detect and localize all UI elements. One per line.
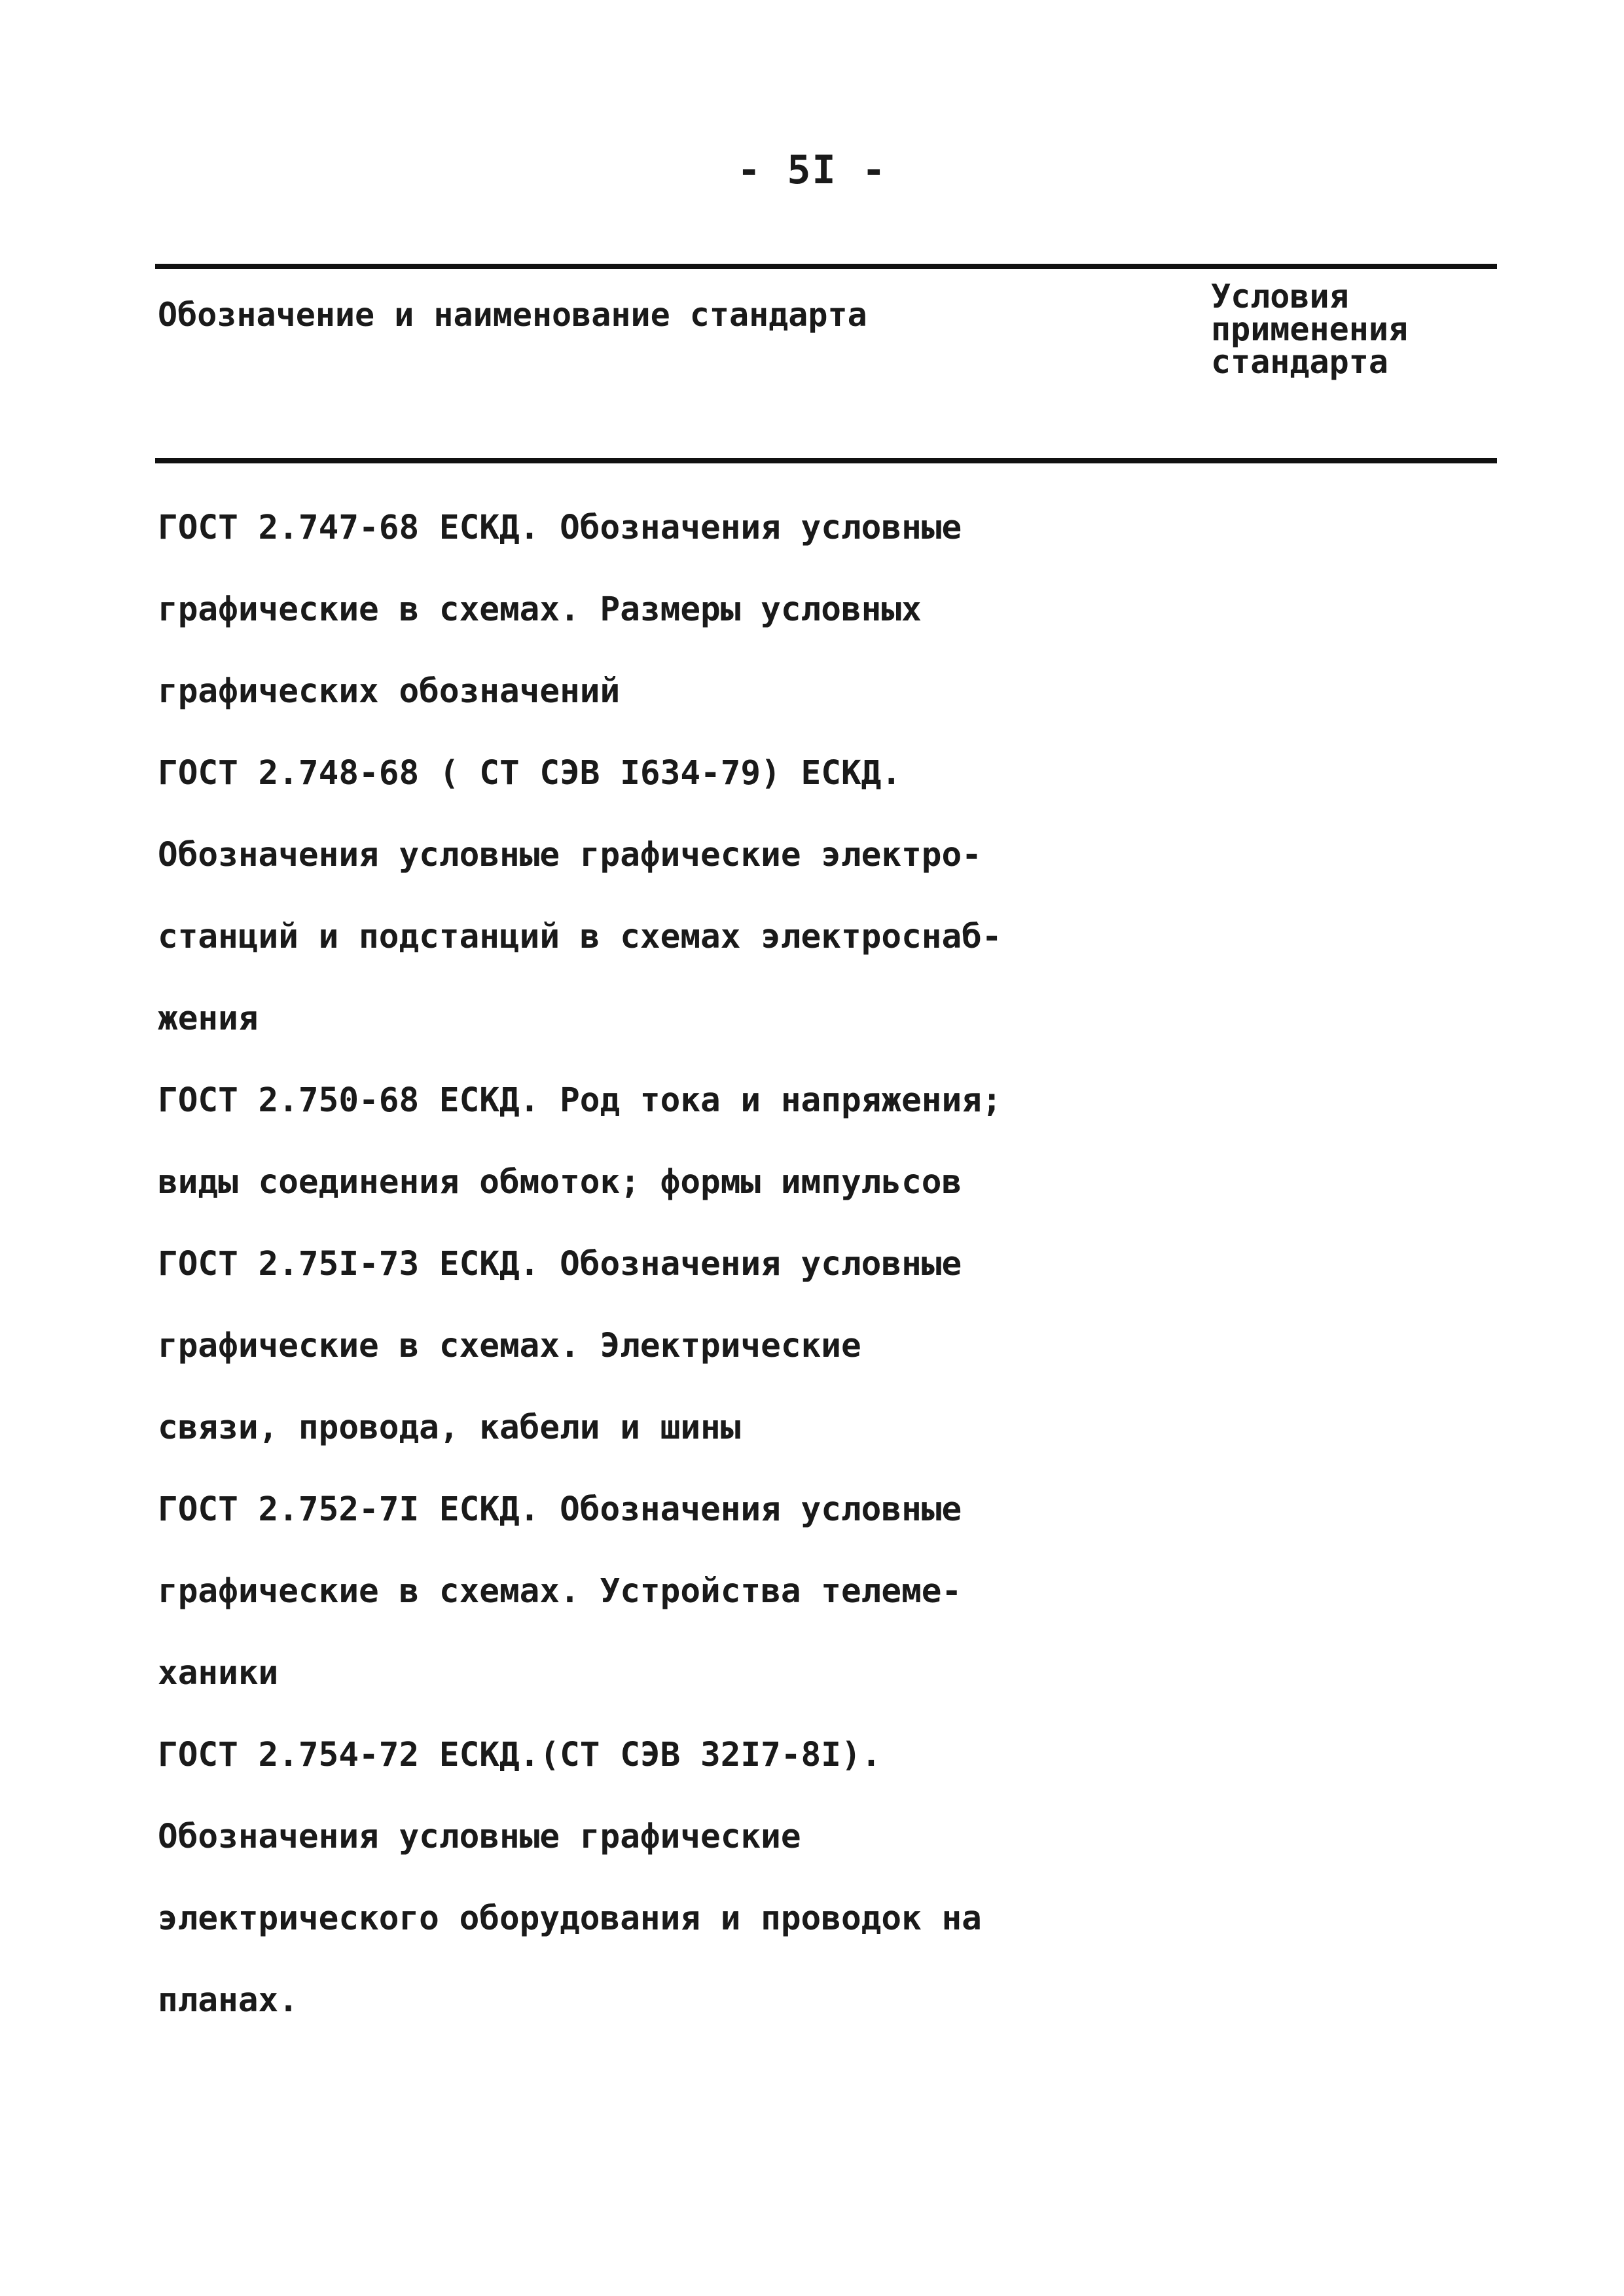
text-line: виды соединения обмоток; формы импульсов <box>158 1163 962 1202</box>
text-line: Обозначения условные графические <box>158 1818 801 1856</box>
text-line: графических обозначений <box>158 672 621 711</box>
column-header-conditions-line: применения <box>1211 310 1409 348</box>
text-line: графические в схемах. Устройства телеме- <box>158 1572 962 1611</box>
column-header-conditions-line: Условия <box>1211 278 1349 315</box>
text-line: ГОСТ 2.747-68 ЕСКД. Обозначения условные <box>158 509 962 547</box>
text-line: планах. <box>158 1981 298 2020</box>
column-header-conditions-line: стандарта <box>1211 343 1388 381</box>
text-line: станций и подстанций в схемах электроснаб- <box>158 918 1002 956</box>
text-line: ГОСТ 2.748-68 ( СТ СЭВ I634-79) ЕСКД. <box>158 754 902 793</box>
table-top-rule <box>155 264 1497 269</box>
column-header-conditions <box>1211 278 1409 381</box>
table-header-bottom-rule <box>155 458 1497 463</box>
page-number: - 5I - <box>737 147 887 193</box>
standards-list <box>158 505 1205 2060</box>
text-line: ГОСТ 2.754-72 ЕСКД.(СТ СЭВ 32I7-8I). <box>158 1736 882 1774</box>
text-line: графические в схемах. Размеры условных <box>158 590 922 629</box>
text-line: Обозначения условные графические электро- <box>158 836 982 874</box>
text-line: ханики <box>158 1654 279 1693</box>
text-line: электрического оборудования и проводок на <box>158 1899 982 1938</box>
text-line: связи, провода, кабели и шины <box>158 1408 741 1447</box>
text-line: ГОСТ 2.750-68 ЕСКД. Род тока и напряжения; <box>158 1081 1002 1120</box>
column-header-standard: Обозначение и наименование стандарта <box>158 296 867 334</box>
text-line: графические в схемах. Электрические <box>158 1327 861 1365</box>
text-line: ГОСТ 2.75I-73 ЕСКД. Обозначения условные <box>158 1245 962 1283</box>
text-line: ГОСТ 2.752-7I ЕСКД. Обозначения условные <box>158 1490 962 1529</box>
text-line: жения <box>158 999 259 1038</box>
